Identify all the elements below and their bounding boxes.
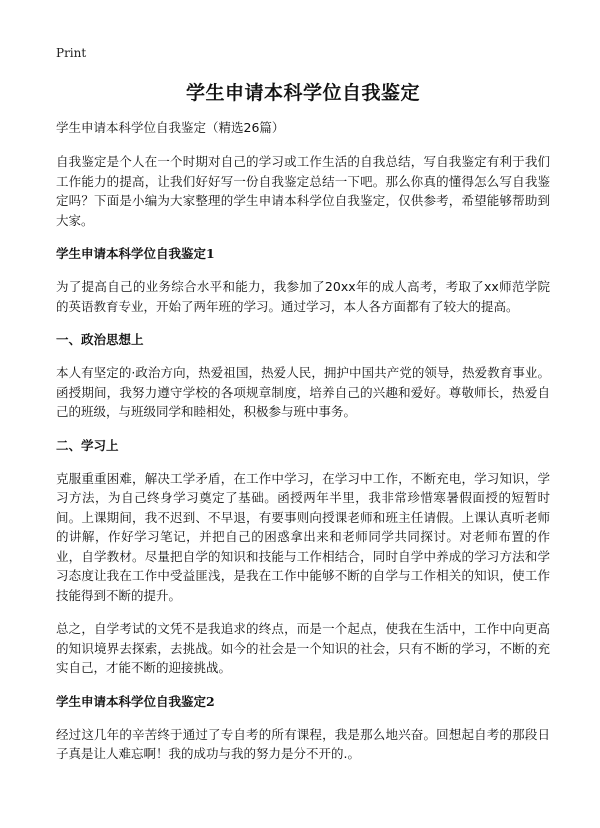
- section-heading-number: 1: [206, 246, 215, 261]
- section-heading-text: 一、政治思想上: [56, 332, 144, 347]
- section-paragraph: 为了提高自己的业务综合水平和能力，我参加了20xx年的成人高考，考取了xx师范学院的英语教育专业，开始了两年班的学习。通过学习，本人各方面都有了较大的提高。: [56, 279, 550, 314]
- section-paragraph: 总之，自学考试的文凭不是我追求的终点，而是一个起点，使我在生活中，工作中向更高的知识境界去探索，去挑战。如今的社会是一个知识的社会，只有不断的学习，不断的充实自己，才能不断的迎接挑战。: [56, 621, 550, 675]
- section-heading: [56, 692, 550, 712]
- section-paragraph: 本人有坚定的·政治方向，热爱祖国，热爱人民，拥护中国共产党的领导，热爱教育事业。函授期间，我努力遵守学校的各项规章制度，培养自己的兴趣和爱好。尊敬师长，热爱自己的班级，与班级同学和睦相处，积极参与班中事务。: [56, 365, 550, 419]
- section-heading: [56, 436, 550, 456]
- section-heading: [56, 244, 550, 264]
- print-link[interactable]: Print: [56, 46, 87, 60]
- document-body: [56, 118, 550, 778]
- section-paragraph: 克服重重困难，解决工学矛盾，在工作中学习，在学习中工作，不断充电，学习知识，学习方法，为自己终身学习奠定了基础。函授两年半里，我非常珍惜寒暑假面授的短暂时间。上课期间，我不迟到、不早退，有要事则向授课老师和班主任请假。上课认真听老师的讲解，作好学习笔记，并把自己的困惑拿出来和老师同学共同探讨。对老师布置的作业，自学教材。尽量把自学的知识和技能与工作相结合，同时自学中养成的学习方法和学习态度让我在工作中受益匪浅，是我在工作中能够不断的自学与工作相关的知识，使工作技能得到不断的提升。: [56, 470, 550, 603]
- section-heading-text: 二、学习上: [56, 437, 119, 453]
- section-paragraph: 经过这几年的辛苦终于通过了专自考的所有课程，我是那么地兴奋。回想起自考的那段日子真是让人难忘啊！我的成功与我的努力是分不开的.。: [56, 726, 550, 761]
- section-heading-text: 学生申请本科学位自我鉴定: [56, 693, 207, 709]
- section-heading-number: 2: [206, 693, 215, 709]
- intro-paragraph: 自我鉴定是个人在一个时期对自己的学习或工作生活的自我总结，写自我鉴定有利于我们工作能力的提高，让我们好好写一份自我鉴定总结一下吧。那么你真的懂得怎么写自我鉴定吗？下面是小编为大家整理的学生申请本科学位自我鉴定，仅供参考，希望能够帮助到大家。: [56, 154, 550, 228]
- page-title: 学生申请本科学位自我鉴定: [185, 82, 420, 104]
- section-heading-text: 学生申请本科学位自我鉴定: [56, 246, 207, 261]
- document-subtitle: 学生申请本科学位自我鉴定（精选26篇）: [56, 120, 285, 135]
- section-heading: [56, 330, 550, 350]
